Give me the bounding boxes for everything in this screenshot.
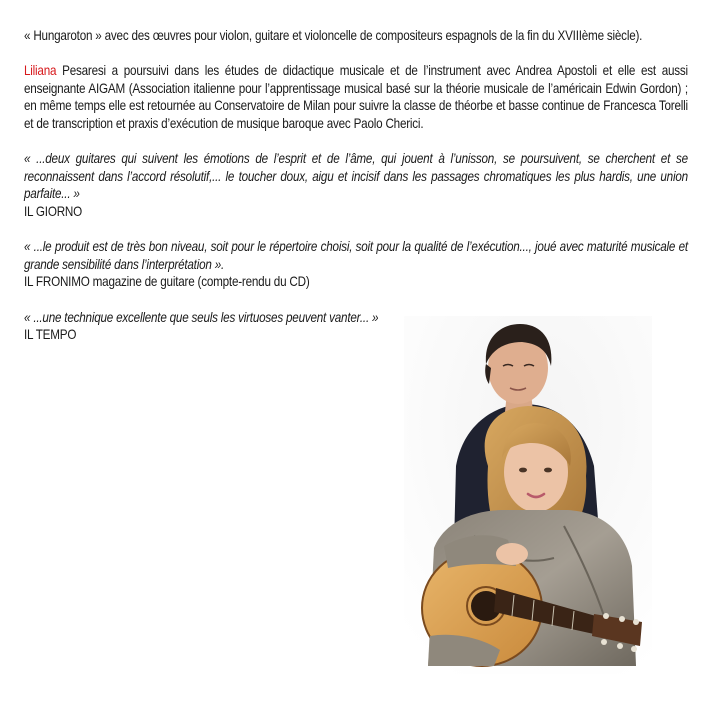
text-column xyxy=(24,27,688,344)
quote-source-il-giorno: IL GIORNO xyxy=(24,203,83,219)
intro-paragraph: « Hungaroton » avec des œuvres pour violon, guitare et violoncelle de compositeurs espagnols de la fin du XVIIIème siècle). xyxy=(24,28,643,43)
quote-il-giorno: « ...deux guitares qui suivent les émotions de l’esprit et de l’âme, qui jouent à l’unisson, se poursuivent, se cherchent et se reconnaissent dans l’accord résolutif,... le toucher doux, aigu et incisif dans les passages chromatiques les plus hardis, une union parfaite... » xyxy=(24,151,688,202)
quote-source-il-tempo: IL TEMPO xyxy=(24,327,77,343)
highlighted-name: Liliana xyxy=(24,63,57,79)
duo-photo-illustration xyxy=(404,316,652,674)
biography-paragraph xyxy=(24,62,688,132)
quote-source-il-fronimo: IL FRONIMO magazine de guitare (compte-rendu du CD) xyxy=(24,274,310,290)
duo-photo xyxy=(404,316,652,674)
quote-il-tempo: « ...une technique excellente que seuls les virtuoses peuvent vanter... » xyxy=(24,309,379,325)
biography-text: Pesaresi a poursuivi dans les études de didactique musicale et de l’instrument avec Andrea Apostoli et elle est aussi enseignante AIGAM (Association italienne pour l’apprentissage musical basé sur la théorie musicale de l’américain Edwin Gordon) ; en même temps elle est retournée au Conservatoire de Milan pour suivre la classe de théorbe et basse continue de Francesca Torelli et de transcription et praxis d’exécution de musique baroque avec Paolo Cherici. xyxy=(24,63,688,131)
quote-il-fronimo: « ...le produit est de très bon niveau, soit pour le répertoire choisi, soit pour la qualité de l’exécution..., joué avec maturité musicale et grande sensibilité dans l’interprétation ». xyxy=(24,239,688,272)
